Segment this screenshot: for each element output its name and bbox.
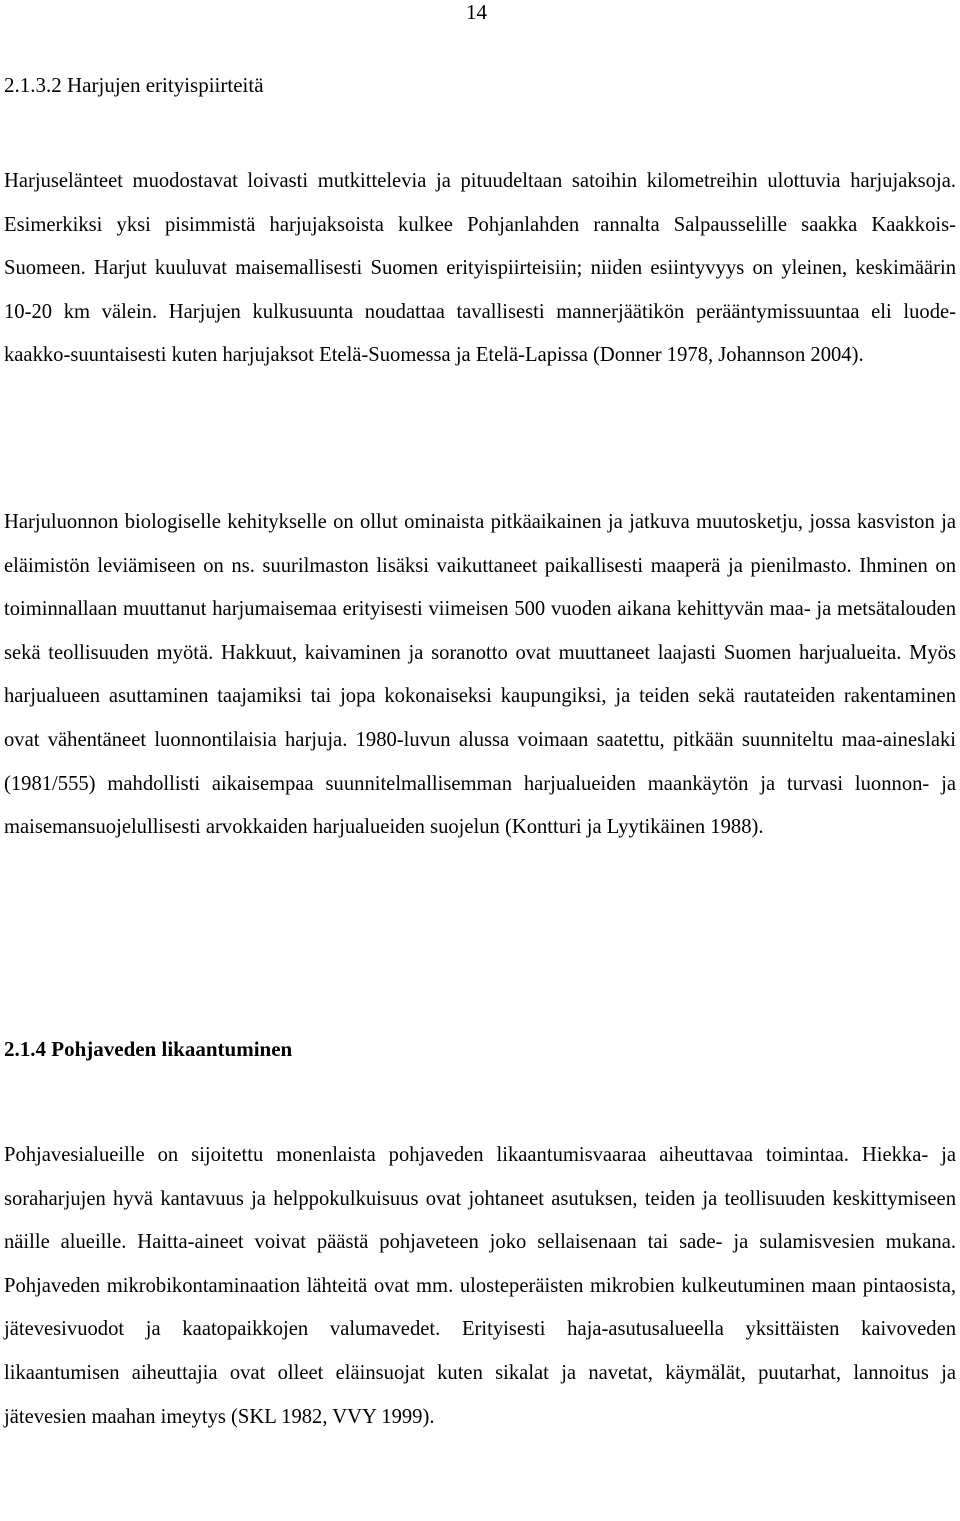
paragraph-harjuluonnon-kehitys: Harjuluonnon biologiselle kehitykselle on ollut ominaista pitkäaikainen ja jatkuva muutosketju, jossa kasviston ja eläimistön leviämiseen on ns. suurilmaston lisäksi vaikuttaneet paikallisesti maaperä ja pienilmasto. Ihminen on toiminnallaan muuttanut harjumaisemaa erityisesti viimeisen 500 vuoden aikana kehittyvän maa- ja metsätalouden sekä teollisuuden myötä. Hakkuut, kaivaminen ja soranotto ovat muuttaneet laajasti Suomen harjualueita. Myös harjualueen asuttaminen taajamiksi tai jopa kokonaiseksi kaupungiksi, ja teiden sekä rautateiden rakentaminen ovat vähentäneet luonnontilaisia harjuja. 1980-luvun alussa voimaan saatettu, pitkään suunniteltu maa-aineslaki (1981/555) mahdollisti aikaisempaa suunnitelmallisemman harjualueiden maankäytön ja turvasi luonnon- ja maisemansuojelullisesti arvokkaiden harjualueiden suojelun (Kontturi ja Lyytikäinen 1988).: [4, 511, 956, 839]
section-heading-harjujen-erityispiirteita: 2.1.3.2 Harjujen erityispiirteitä: [4, 73, 264, 97]
section-heading-pohjaveden-likaantuminen: 2.1.4 Pohjaveden likaantuminen: [4, 1037, 293, 1061]
page-number: 14: [466, 0, 487, 24]
paragraph-harjuselanteet: Harjuselänteet muodostavat loivasti mutkittelevia ja pituudeltaan satoihin kilometreihin ulottuvia harjujaksoja. Esimerkiksi yksi pisimmistä harjujaksoista kulkee Pohjanlahden rannalta Salpausselille saakka Kaakkois-Suomeen. Harjut kuuluvat maisemallisesti Suomen erityispiirteisiin; niiden esiintyvyys on yleinen, keskimäärin 10-20 km välein. Harjujen kulkusuunta noudattaa tavallisesti mannerjäätikön perääntymissuuntaa eli luode-kaakko-suuntaisesti kuten harjujaksot Etelä-Suomessa ja Etelä-Lapissa (Donner 1978, Johannson 2004).: [4, 170, 956, 367]
paragraph-pohjavesialueet: Pohjavesialueille on sijoitettu monenlaista pohjaveden likaantumisvaaraa aiheuttavaa toimintaa. Hiekka- ja soraharjujen hyvä kantavuus ja helppokulkuisuus ovat johtaneet asutuksen, teiden ja teollisuuden keskittymiseen näille alueille. Haitta-aineet voivat päästä pohjaveteen joko sellaisenaan tai sade- ja sulamisvesien mukana. Pohjaveden mikrobikontaminaation lähteitä ovat mm. ulosteperäisten mikrobien kulkeutuminen maan pintaosista, jätevesivuodot ja kaatopaikkojen valumavedet. Erityisesti haja-asutusalueella yksittäisten kaivoveden likaantumisen aiheuttajia ovat olleet eläinsuojat kuten sikalat ja navetat, käymälät, puutarhat, lannoitus ja jätevesien maahan imeytys (SKL 1982, VVY 1999).: [4, 1144, 956, 1428]
